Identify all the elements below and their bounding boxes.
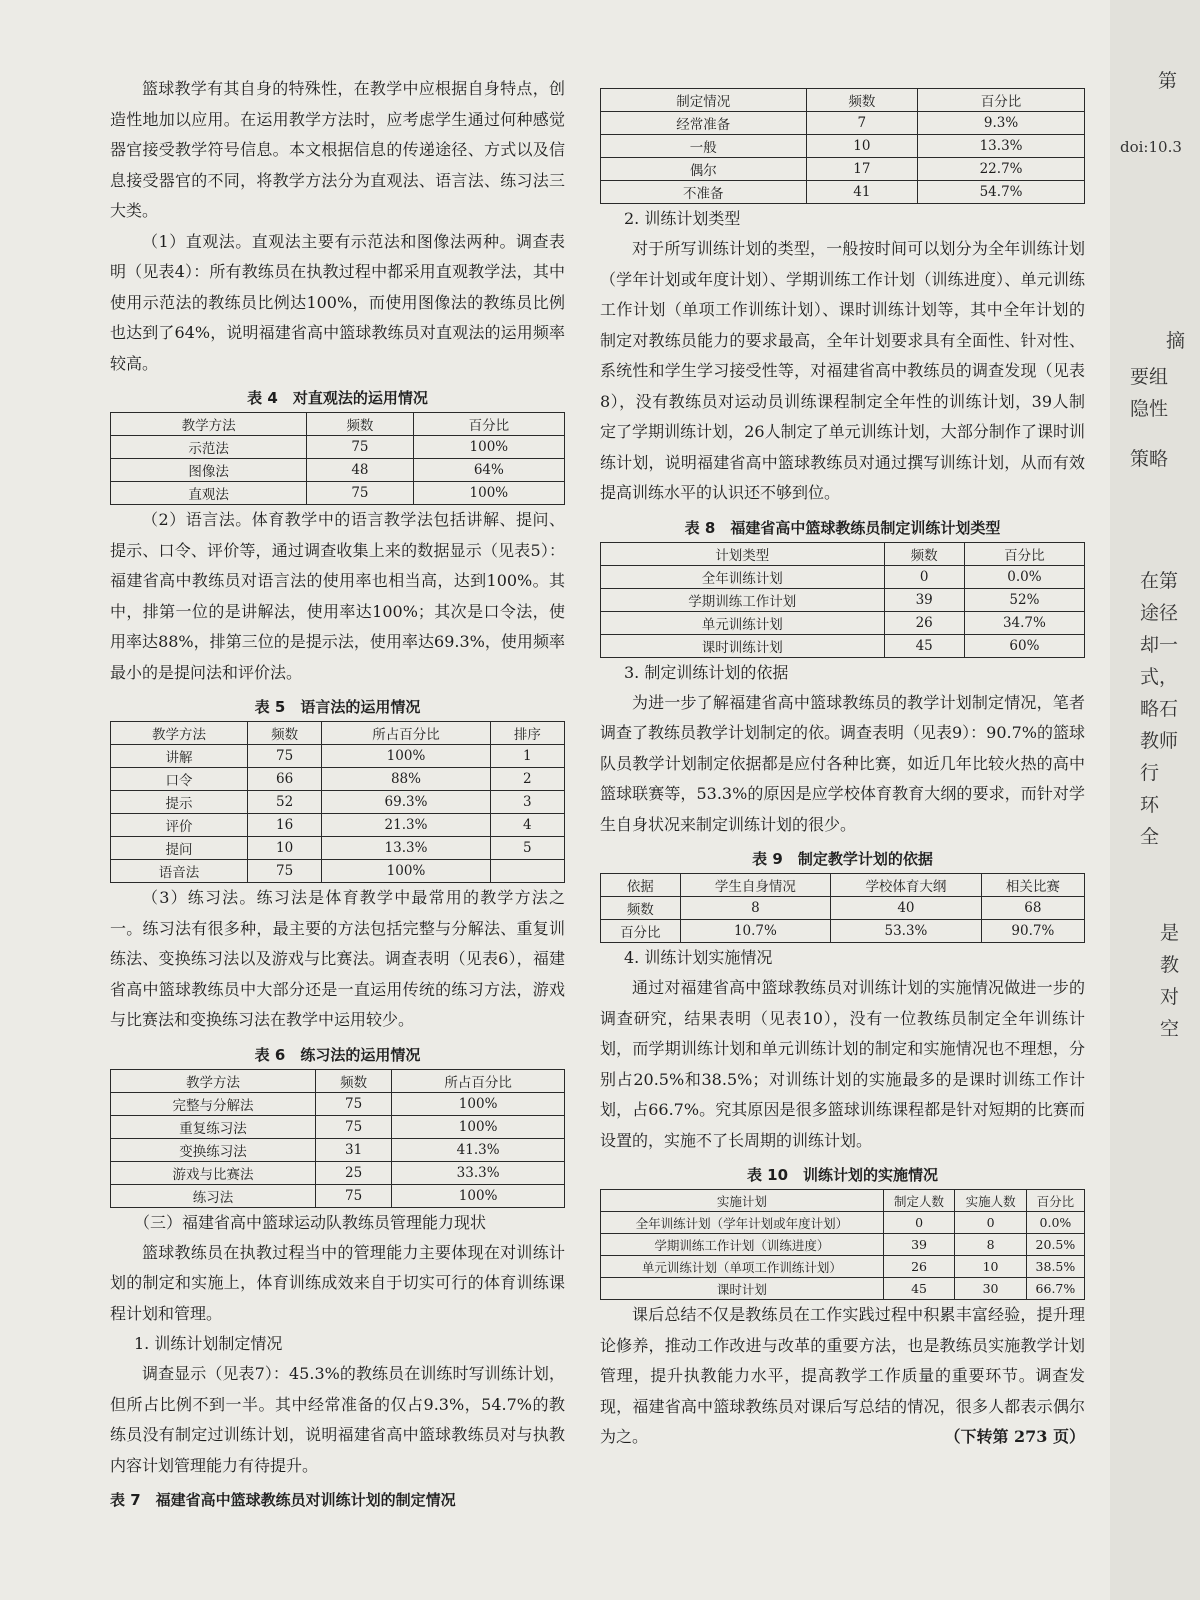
table-header-cell: 所占百分比 — [322, 722, 490, 745]
table-cell: 75 — [248, 860, 322, 883]
table-cell: 52% — [964, 588, 1084, 611]
table-cell: 100% — [322, 745, 490, 768]
table-row — [111, 1115, 565, 1138]
table-cell: 变换练习法 — [111, 1138, 316, 1161]
table-cell: 75 — [307, 482, 413, 505]
table-row — [601, 588, 1085, 611]
table-cell: 语音法 — [111, 860, 248, 883]
table-cell: 2 — [490, 768, 564, 791]
table-cell: 75 — [248, 745, 322, 768]
table-cell: 75 — [315, 1115, 391, 1138]
table-row — [111, 768, 565, 791]
table-8 — [600, 542, 1085, 658]
table-header-row — [111, 413, 565, 436]
table-cell: 学期训练工作计划（训练进度） — [601, 1234, 884, 1256]
table-cell: 9.3% — [918, 112, 1085, 135]
table-5 — [110, 721, 565, 883]
table-header-cell: 百分比 — [413, 413, 564, 436]
table-row — [111, 436, 565, 459]
subsection-heading: 1. 训练计划制定情况 — [134, 1334, 283, 1353]
table-row — [111, 860, 565, 883]
table-cell: 26 — [884, 611, 964, 634]
table-header-cell: 频数 — [248, 722, 322, 745]
table-cell: 39 — [883, 1234, 955, 1256]
table-header-cell: 计划类型 — [601, 542, 885, 565]
table-header-row — [601, 874, 1085, 897]
table-cell: 45 — [883, 1278, 955, 1300]
table-cell: 游戏与比赛法 — [111, 1161, 316, 1184]
table-cell: 课时计划 — [601, 1278, 884, 1300]
table-cell: 3 — [490, 791, 564, 814]
table-cell: 75 — [307, 436, 413, 459]
table-cell: 16 — [248, 814, 322, 837]
table-cell: 30 — [955, 1278, 1027, 1300]
edge-text: 教 — [1160, 954, 1180, 976]
table-cell: 提示 — [111, 791, 248, 814]
table-cell: 练习法 — [111, 1184, 316, 1207]
table-header-row — [111, 1069, 565, 1092]
table-row — [601, 897, 1085, 920]
table-cell: 69.3% — [322, 791, 490, 814]
table-cell: 0 — [884, 565, 964, 588]
edge-text: doi:10.3 — [1120, 138, 1182, 156]
section-heading: （三）福建省高中篮球运动队教练员管理能力现状 — [134, 1212, 487, 1232]
paragraph: （3）练习法。练习法是体育教学中最常用的教学方法之一。练习法有很多种，最主要的方法包括完整与分解法、重复训练法、变换练习法以及游戏与比赛法。调查表明（见表6），福建省高中篮球教练员中大部分还是一直运用传统的练习方法，游戏与比赛法和变换练习法在教学中运用较少。 — [110, 888, 565, 1029]
table-cell: 全年训练计划（学年计划或年度计划） — [601, 1212, 884, 1234]
table-4-caption: 表 4 对直观法的运用情况 — [247, 389, 428, 407]
table-cell: 讲解 — [111, 745, 248, 768]
table-cell: 64% — [413, 459, 564, 482]
table-9 — [600, 873, 1085, 943]
table-cell: 22.7% — [918, 158, 1085, 181]
continued-note: （下转第 273 页） — [944, 1427, 1085, 1446]
table-cell: 单元训练计划（单项工作训练计划） — [601, 1256, 884, 1278]
subsection-heading: 2. 训练计划类型 — [624, 209, 741, 228]
table-header-cell: 实施计划 — [601, 1190, 884, 1212]
paragraph: 为进一步了解福建省高中篮球教练员的教学计划制定情况，笔者调查了教练员教学计划制定的依。调查表明（见表9）：90.7%的篮球队员教学计划制定依据都是应付各种比赛，如近几年比较火热的高中篮球联赛等，53.3%的原因是应学校体育教育大纲的要求，而针对学生自身状况来制定训练计划的很少。 — [600, 692, 1086, 834]
edge-text: 空 — [1160, 1018, 1180, 1040]
table-header-cell: 依据 — [601, 874, 681, 897]
table-row — [601, 565, 1085, 588]
table-cell: 33.3% — [392, 1161, 565, 1184]
table-7 — [600, 88, 1085, 204]
table-cell: 38.5% — [1026, 1256, 1084, 1278]
table-row — [111, 482, 565, 505]
table-row — [111, 791, 565, 814]
table-row — [601, 135, 1085, 158]
table-cell: 经常准备 — [601, 112, 807, 135]
table-header-cell: 频数 — [884, 542, 964, 565]
table-cell: 68 — [981, 897, 1084, 920]
paragraph: （1）直观法。直观法主要有示范法和图像法两种。调查表明（见表4）：所有教练员在执教过程中都采用直观教学法，其中使用示范法的教练员比例达100%，而使用图像法的教练员比例也达到了64%，说明福建省高中篮球教练员对直观法的运用频率较高。 — [110, 231, 565, 373]
table-cell: 100% — [392, 1115, 565, 1138]
table-cell: 8 — [680, 897, 831, 920]
table-row — [111, 1092, 565, 1115]
table-cell: 75 — [315, 1092, 391, 1115]
table-cell: 频数 — [601, 897, 681, 920]
table-cell: 1 — [490, 745, 564, 768]
table-cell: 45 — [884, 634, 964, 657]
table-cell: 39 — [884, 588, 964, 611]
table-row — [601, 112, 1085, 135]
table-cell: 5 — [490, 837, 564, 860]
table-cell: 54.7% — [918, 181, 1085, 204]
table-cell: 图像法 — [111, 459, 307, 482]
table-cell: 口令 — [111, 768, 248, 791]
table-cell: 7 — [806, 112, 918, 135]
table-cell: 示范法 — [111, 436, 307, 459]
paragraph: 对于所写训练计划的类型，一般按时间可以划分为全年训练计划（学年计划或年度计划）、学期训练工作计划（训练进度）、单元训练工作计划（单项工作训练计划）、课时训练计划等，其中全年计划的制定对教练员能力的要求最高，全年计划要求具有全面性、针对性、系统性和学生学习接受性等，对福建省高中教练员的调查发现（见表8），没有教练员对运动员训练课程制定全年性的训练计划，39人制定了学期训练计划，26人制定了单元训练计划，大部分制作了课时训练计划，说明福建省高中篮球教练员对通过撰写训练计划，从而有效提高训练水平的认识还不够到位。 — [600, 239, 1085, 502]
subsection-heading: 4. 训练计划实施情况 — [624, 948, 773, 967]
table-10-caption: 表 10 训练计划的实施情况 — [746, 1166, 939, 1184]
edge-text: 要组 — [1130, 366, 1169, 388]
table-cell: 41.3% — [392, 1138, 565, 1161]
table-row — [601, 181, 1085, 204]
table-cell: 17 — [806, 158, 918, 181]
table-row — [601, 1256, 1085, 1278]
table-cell: 一般 — [601, 135, 807, 158]
table-cell: 34.7% — [964, 611, 1084, 634]
table-cell: 4 — [490, 814, 564, 837]
edge-text: 途径 — [1140, 602, 1179, 624]
table-cell: 52 — [248, 791, 322, 814]
left-column — [110, 74, 565, 1514]
table-cell: 单元训练计划 — [601, 611, 885, 634]
table-row — [601, 1212, 1085, 1234]
table-row — [601, 920, 1085, 943]
table-row — [601, 1278, 1085, 1300]
table-header-cell: 频数 — [307, 413, 413, 436]
edge-text: 行 — [1140, 762, 1160, 784]
table-cell: 100% — [392, 1092, 565, 1115]
table-cell: 直观法 — [111, 482, 307, 505]
table-cell: 学期训练工作计划 — [601, 588, 885, 611]
table-header-cell: 制定人数 — [883, 1190, 955, 1212]
edge-text: 式， — [1140, 666, 1179, 688]
table-header-cell: 学校体育大纲 — [831, 874, 982, 897]
table-cell: 0.0% — [964, 565, 1084, 588]
table-header-cell: 所占百分比 — [392, 1069, 565, 1092]
table-10 — [600, 1189, 1085, 1300]
edge-text: 第 — [1158, 70, 1178, 92]
table-cell: 提问 — [111, 837, 248, 860]
table-cell: 53.3% — [831, 920, 982, 943]
table-row — [111, 1161, 565, 1184]
table-cell: 25 — [315, 1161, 391, 1184]
table-cell: 不准备 — [601, 181, 807, 204]
table-row — [111, 814, 565, 837]
table-cell: 13.3% — [918, 135, 1085, 158]
table-6 — [110, 1069, 565, 1208]
table-row — [111, 745, 565, 768]
table-cell: 40 — [831, 897, 982, 920]
table-cell: 完整与分解法 — [111, 1092, 316, 1115]
table-header-cell: 百分比 — [964, 542, 1084, 565]
table-header-row — [601, 542, 1085, 565]
table-8-caption: 表 8 福建省高中篮球教练员制定训练计划类型 — [684, 518, 1001, 537]
edge-text: 环 — [1140, 794, 1160, 816]
table-cell: 10 — [806, 135, 918, 158]
table-header-cell: 教学方法 — [111, 722, 248, 745]
edge-text: 在第 — [1140, 570, 1179, 592]
table-cell: 100% — [413, 436, 564, 459]
table-row — [601, 1234, 1085, 1256]
table-cell: 10 — [955, 1256, 1027, 1278]
table-cell: 全年训练计划 — [601, 565, 885, 588]
table-6-caption: 表 6 练习法的运用情况 — [254, 1045, 421, 1064]
table-header-cell: 相关比赛 — [981, 874, 1084, 897]
subsection-heading: 3. 制定训练计划的依据 — [624, 662, 789, 682]
edge-text: 隐性 — [1130, 398, 1169, 420]
table-cell: 10.7% — [680, 920, 831, 943]
edge-text: 却一 — [1140, 634, 1179, 656]
table-cell: 重复练习法 — [111, 1115, 316, 1138]
adjacent-page-edge — [1110, 0, 1200, 1600]
table-cell: 0.0% — [1026, 1212, 1084, 1234]
table-cell: 26 — [883, 1256, 955, 1278]
table-cell: 66.7% — [1026, 1278, 1084, 1300]
table-row — [601, 634, 1085, 657]
table-cell: 21.3% — [322, 814, 490, 837]
table-cell: 31 — [315, 1138, 391, 1161]
table-row — [111, 837, 565, 860]
table-header-cell: 频数 — [315, 1069, 391, 1092]
table-cell: 60% — [964, 634, 1084, 657]
table-cell: 90.7% — [981, 920, 1084, 943]
paragraph: 通过对福建省高中篮球教练员对训练计划的实施情况做进一步的调查研究，结果表明（见表10），没有一位教练员制定全年训练计划，而学期训练计划和单元训练计划的制定和实施情况也不理想，分别占20.5%和38.5%；对训练计划的实施最多的是课时训练工作计划，占66.7%。究其原因是很多篮球训练课程都是针对短期的比赛而设置的，实施不了长周期的训练计划。 — [600, 978, 1085, 1150]
table-row — [111, 1138, 565, 1161]
table-5-caption: 表 5 语言法的运用情况 — [254, 698, 421, 716]
table-header-cell: 频数 — [806, 89, 918, 112]
table-cell: 13.3% — [322, 837, 490, 860]
table-7-caption: 表 7 福建省高中篮球教练员对训练计划的制定情况 — [110, 1491, 456, 1509]
table-row — [601, 611, 1085, 634]
table-cell — [490, 860, 564, 883]
paragraph: 篮球教学有其自身的特殊性，在教学中应根据自身特点，创造性地加以应用。在运用教学方法时，应考虑学生通过何种感觉器官接受教学符号信息。本文根据信息的传递途径、方式以及信息接受器官的不同，将教学方法分为直观法、语言法、练习法三大类。 — [110, 79, 565, 220]
table-header-cell: 教学方法 — [111, 1069, 316, 1092]
table-header-cell: 实施人数 — [955, 1190, 1027, 1212]
table-cell: 百分比 — [601, 920, 681, 943]
table-header-row — [111, 722, 565, 745]
table-header-cell: 制定情况 — [601, 89, 807, 112]
edge-text: 略石 — [1140, 698, 1179, 720]
table-cell: 100% — [413, 482, 564, 505]
table-row — [601, 158, 1085, 181]
paragraph — [600, 1300, 1085, 1453]
table-row — [111, 1184, 565, 1207]
table-cell: 41 — [806, 181, 918, 204]
edge-text: 对 — [1160, 986, 1180, 1008]
right-column — [600, 88, 1085, 1453]
table-header-cell: 教学方法 — [111, 413, 307, 436]
table-cell: 8 — [955, 1234, 1027, 1256]
table-header-row — [601, 89, 1085, 112]
table-4 — [110, 412, 565, 505]
table-header-cell: 百分比 — [1026, 1190, 1084, 1212]
table-cell: 48 — [307, 459, 413, 482]
table-9-caption: 表 9 制定教学计划的依据 — [752, 850, 933, 868]
table-header-cell: 学生自身情况 — [680, 874, 831, 897]
table-header-row — [601, 1190, 1085, 1212]
table-cell: 课时训练计划 — [601, 634, 885, 657]
table-cell: 20.5% — [1026, 1234, 1084, 1256]
paragraph: 调查显示（见表7）：45.3%的教练员在训练时写训练计划，但所占比例不到一半。其中经常准备的仅占9.3%，54.7%的教练员没有制定过训练计划，说明福建省高中篮球教练员对与执教内容计划管理能力有待提升。 — [110, 1364, 565, 1475]
table-cell: 75 — [315, 1184, 391, 1207]
paragraph: （2）语言法。体育教学中的语言教学法包括讲解、提问、提示、口令、评价等，通过调查收集上来的数据显示（见表5）：福建省高中教练员对语言法的使用率也相当高，达到100%。其中，排第一位的是讲解法，使用率达100%；其次是口令法，使用率达88%，排第三位的是提示法，使用率达69.3%，使用频率最小的是提问法和评价法。 — [110, 510, 565, 682]
edge-text: 是 — [1160, 922, 1180, 944]
table-cell: 偶尔 — [601, 158, 807, 181]
edge-text: 策略 — [1130, 448, 1169, 470]
table-cell: 88% — [322, 768, 490, 791]
paragraph-text: 课后总结不仅是教练员在工作实践过程中积累丰富经验，提升理论修养，推动工作改进与改革的重要方法，也是教练员实施教学计划管理，提升执教能力水平，提高教学工作质量的重要环节。调查发现，福建省高中篮球教练员对课后写总结的情况，很多人都表示偶尔为之。 — [600, 1305, 1085, 1446]
table-cell: 10 — [248, 837, 322, 860]
table-cell: 100% — [322, 860, 490, 883]
table-cell: 评价 — [111, 814, 248, 837]
edge-text: 教师 — [1140, 730, 1179, 752]
table-row — [111, 459, 565, 482]
table-cell: 0 — [955, 1212, 1027, 1234]
table-header-cell: 排序 — [490, 722, 564, 745]
table-header-cell: 百分比 — [918, 89, 1085, 112]
paragraph: 篮球教练员在执教过程当中的管理能力主要体现在对训练计划的制定和实施上，体育训练成效来自于切实可行的体育训练课程计划和管理。 — [110, 1242, 565, 1323]
edge-text: 全 — [1140, 826, 1160, 848]
edge-text: 摘 — [1166, 330, 1186, 352]
table-cell: 100% — [392, 1184, 565, 1207]
table-cell: 66 — [248, 768, 322, 791]
table-cell: 0 — [883, 1212, 955, 1234]
